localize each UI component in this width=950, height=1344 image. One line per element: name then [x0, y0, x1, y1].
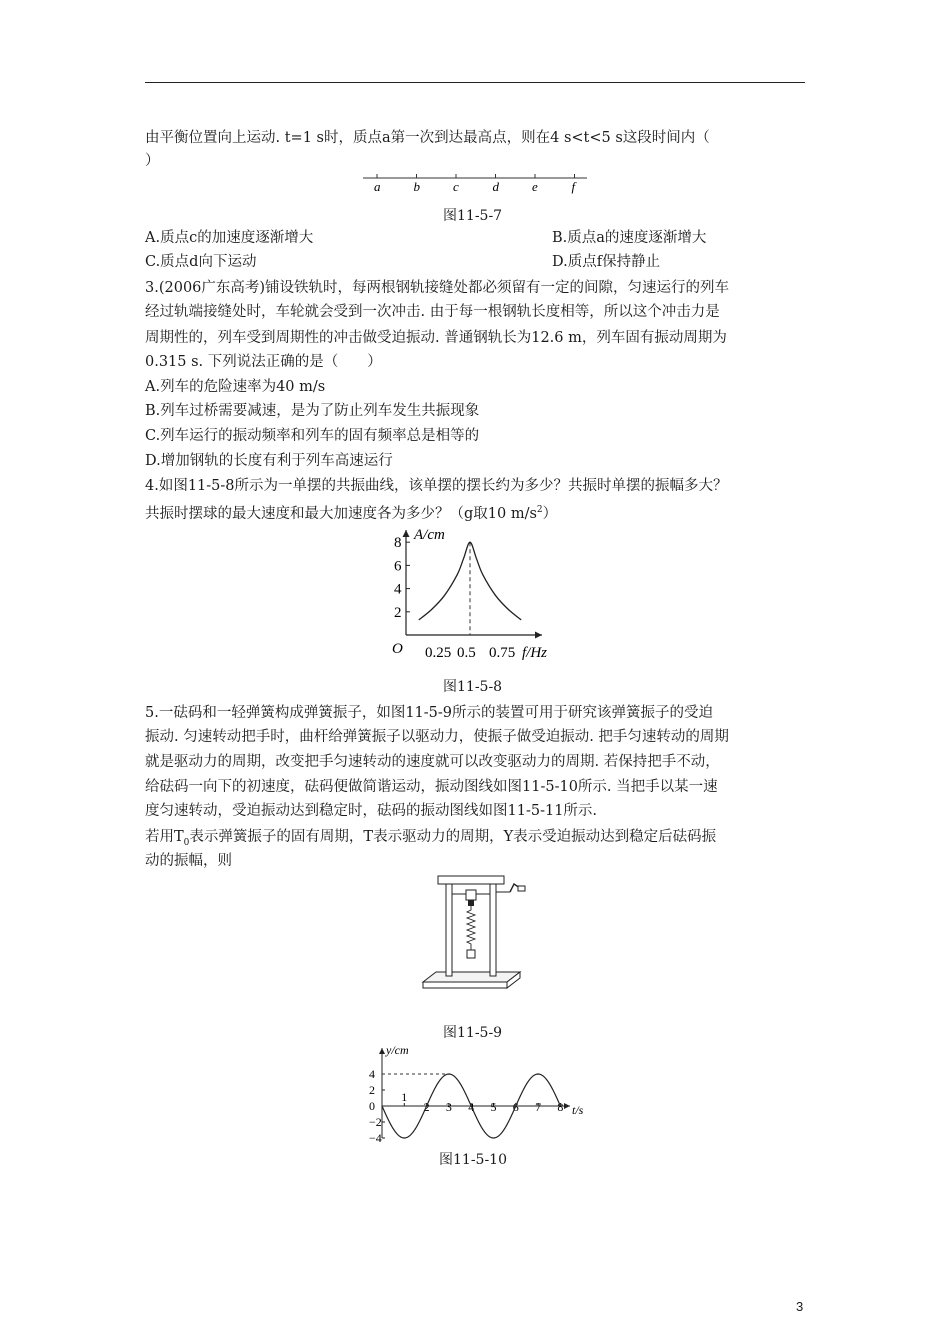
q2-option-a: A.质点c的加速度逐渐增大	[145, 230, 314, 246]
q2-text-line1: 由平衡位置向上运动. t=1 s时，质点a第一次到达最高点，则在4 s<t<5 s这段时间内（	[145, 130, 710, 146]
q4-text-end: ）	[542, 505, 558, 522]
fig10-xtick-label-8: 8	[557, 1100, 564, 1114]
page-number: 3	[796, 1299, 804, 1314]
fig10-ytick-label--2: −2	[369, 1115, 382, 1129]
fig9-apparatus-diagram	[418, 870, 538, 998]
fig10-xtick-label-1: 1	[401, 1090, 408, 1104]
q2-option-d: D.质点f保持静止	[552, 254, 661, 270]
q3-text-line2: 经过轨端接缝处时，车轮就会受到一次冲击. 由于每一根钢轨长度相等，所以这个冲击力是	[145, 304, 720, 320]
fig10-xtick-label-2: 2	[423, 1100, 430, 1114]
q2-option-b: B.质点a的速度逐渐增大	[552, 230, 707, 246]
q5-text-line1: 5.一砝码和一轻弹簧构成弹簧振子，如图11-5-9所示的装置可用于研究该弹簧振子的受迫	[145, 705, 714, 721]
q3-option-c: C.列车运行的振动频率和列车的固有频率总是相等的	[145, 428, 480, 444]
fig8-origin: O	[392, 641, 403, 657]
q4-text-line1: 4.如图11-5-8所示为一单摆的共振曲线，该单摆的摆长约为多少？共振时单摆的振幅多大？	[145, 478, 728, 494]
fig10-xtick-label-5: 5	[490, 1100, 497, 1114]
q2-text-line2: ）	[145, 153, 160, 169]
fig7-label-f: f	[571, 179, 576, 194]
fig7-label-d: d	[492, 179, 499, 194]
fig10-caption: 图11-5-10	[439, 1152, 507, 1168]
fig8-xtick-label-0.25: 0.25	[425, 645, 452, 661]
q5-text-main: 若用T	[145, 829, 184, 845]
q5-text-line2: 振动. 匀速转动把手时，曲杆给弹簧振子以驱动力，使振子做受迫振动. 把手匀速转动的周期	[145, 729, 729, 745]
fig10-ytick-label-2: 2	[369, 1083, 375, 1097]
q5-text-line6	[145, 827, 716, 853]
fig10-x-label: t/s	[572, 1103, 584, 1117]
fig7-label-a: a	[374, 179, 381, 194]
fig10-xtick-label-6: 6	[512, 1100, 519, 1114]
fig8-ytick-label-4: 4	[394, 581, 402, 598]
fig10-ytick-label--4: −4	[369, 1131, 382, 1145]
q5-text-line4: 给砝码一向下的初速度，砝码便做简谐运动，振动图线如图11-5-10所示. 当把手以某一速	[145, 779, 718, 795]
fig9-spring	[467, 906, 475, 950]
q2-option-c: C.质点d向下运动	[145, 254, 257, 270]
fig9-base-top	[423, 972, 520, 982]
fig9-caption: 图11-5-9	[443, 1025, 503, 1041]
fig8-xtick-label-0.75: 0.75	[489, 645, 516, 661]
fig7-label-c: c	[453, 179, 459, 194]
q5-text-line3: 就是驱动力的周期，改变把手匀速转动的速度就可以改变驱动力的周期. 若保持把手不动，	[145, 754, 720, 770]
q5-text-line7: 动的振幅，则	[145, 853, 232, 869]
q3-option-d: D.增加钢轨的长度有利于列车高速运行	[145, 453, 393, 469]
fig9-handle-grip	[518, 886, 525, 891]
q5-text-line5: 度匀速转动，受迫振动达到稳定时，砝码的振动图线如图11-5-11所示.	[145, 803, 598, 819]
q3-option-a: A.列车的危险速率为40 m/s	[145, 379, 326, 395]
fig10-ytick-label-0: 0	[369, 1099, 375, 1113]
fig9-crank-joint	[468, 900, 474, 906]
fig10-xtick-label-4: 4	[468, 1100, 475, 1114]
header-rule	[145, 82, 805, 83]
fig8-resonance-curve	[388, 522, 588, 662]
fig9-weight	[467, 950, 475, 958]
fig9-crank-block	[466, 890, 476, 900]
fig8-y-label: A/cm	[414, 527, 445, 543]
q5-subscript: 0	[183, 837, 190, 848]
q3-text-line1: 3.(2006广东高考)铺设铁轨时，每两根钢轨接缝处都必须留有一定的间隙，匀速运行的列车	[145, 280, 730, 296]
fig9-top-beam	[438, 876, 504, 884]
fig8-xtick-label-0.5: 0.5	[457, 645, 476, 661]
fig10-ytick-label-4: 4	[369, 1067, 375, 1081]
fig10-xtick-label-3: 3	[445, 1100, 452, 1114]
q3-text-line3: 周期性的，列车受到周期性的冲击做受迫振动. 普通钢轨长为12.6 m，列车固有振动周期为	[145, 330, 727, 346]
fig8-ytick-label-6: 6	[394, 558, 402, 575]
q3-text-line4: 0.315 s. 下列说法正确的是（ ）	[145, 354, 382, 370]
fig8-x-label: f/Hz	[522, 645, 548, 661]
fig10-xtick-label-7: 7	[535, 1100, 542, 1114]
fig7-rope-diagram	[355, 170, 615, 200]
fig7-caption: 图11-5-7	[443, 208, 503, 224]
fig9-base-front	[423, 982, 507, 988]
fig7-label-e: e	[532, 179, 538, 194]
fig8-ytick-label-8: 8	[394, 535, 402, 552]
fig9-right-post	[490, 882, 496, 976]
q4-text-line2	[145, 500, 557, 524]
fig8-ytick-label-2: 2	[394, 604, 402, 621]
fig7-label-b: b	[413, 179, 420, 194]
fig9-left-post	[446, 882, 452, 976]
fig10-vibration-graph	[355, 1042, 595, 1145]
q5-text-rest: 表示弹簧振子的固有周期，T表示驱动力的周期，Y表示受迫振动达到稳定后砝码振	[189, 829, 717, 845]
q3-option-b: B.列车过桥需要减速，是为了防止列车发生共振现象	[145, 403, 480, 419]
fig8-caption: 图11-5-8	[443, 679, 503, 695]
q4-superscript: 2	[536, 505, 543, 515]
q4-text-main: 共振时摆球的最大速度和最大加速度各为多少？（g取10 m/s	[145, 505, 537, 522]
fig10-y-label: y/cm	[386, 1043, 409, 1057]
